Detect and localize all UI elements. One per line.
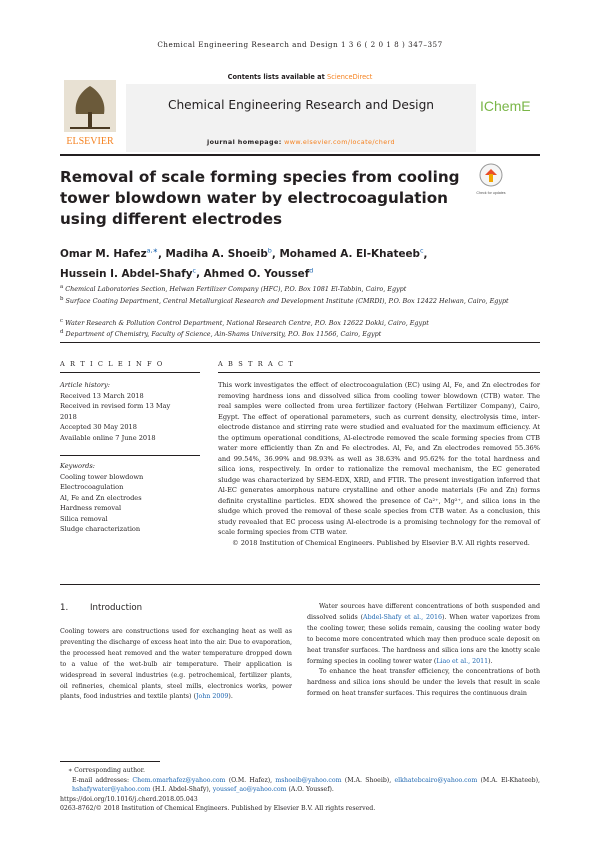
email-link[interactable]: Chem.omarhafez@yahoo.com xyxy=(132,776,226,784)
keywords xyxy=(60,461,184,535)
email-link[interactable]: hshafywater@yahoo.com xyxy=(72,786,151,794)
email-link[interactable]: elkhatebcairo@yahoo.com xyxy=(394,776,478,784)
intro-right-column: Water sources have different concentrations of both suspended and dissolved solids (Abdel-Shafy et al., 2016). When water vaporizes from the cooling tower, these solids remain, causing the cooling water body to become more concentrated which may then produce scale deposit on heat transfer surfaces. The hardness and silica ions are the knotty scale forming species in cooling tower water (Liao et al., 2011). To enhance the heat transfer efficiency, the concentrations of both hardness and silica ions should be under the levels that result in scale formed on heat transfer surfaces. This requires the continuous drain xyxy=(307,603,540,698)
icheme-logo xyxy=(478,91,544,119)
affiliation: $^d$ Department of Chemistry, Faculty of Science, Ain-Shams University, P.O. Box 11566, Cairo, Egypt xyxy=(60,329,382,339)
abstract-body xyxy=(218,380,540,548)
history-rule xyxy=(60,455,200,456)
icheme-wordmark: IChemE xyxy=(480,98,531,114)
contents-prefix: Contents lists available at xyxy=(227,73,328,81)
article-info-heading: A R T I C L E I N F O xyxy=(60,360,164,368)
affiliation: $^b$ Surface Coating Department, Central Metallurgical Research and Development Institute (CMRDI), P.O. Box 12422 Helwan, Cairo, Egypt xyxy=(60,296,509,306)
section-number: 1. xyxy=(60,603,69,613)
history-item: Accepted 30 May 2018 xyxy=(60,423,137,431)
abstract-bottom-rule xyxy=(60,584,540,585)
keywords-label: Keywords: xyxy=(60,462,95,470)
keyword: Cooling tower blowdown xyxy=(60,472,144,481)
keyword: Al, Fe and Zn electrodes xyxy=(60,493,142,502)
elsevier-logo xyxy=(60,78,120,152)
journal-title[interactable]: Chemical Engineering Research and Design xyxy=(167,98,435,112)
section-heading xyxy=(60,603,142,613)
issn-line: 0263-8762/© 2018 Institution of Chemical Engineers. Published by Elsevier B.V. All rights reserved. xyxy=(60,805,376,813)
email-link[interactable]: youssef_ao@yahoo.com xyxy=(212,786,287,794)
email-link[interactable]: mshoeib@yahoo.com xyxy=(275,776,342,784)
elsevier-wordmark: ELSEVIER xyxy=(66,136,114,147)
article-history xyxy=(60,380,184,443)
footnote-rule xyxy=(60,761,160,762)
abstract-copyright: © 2018 Institution of Chemical Engineers. Published by Elsevier B.V. All rights reserved. xyxy=(232,538,530,547)
author[interactable]: Mohamed A. El-Khateeb$^c$ xyxy=(279,247,424,261)
running-head: Chemical Engineering Research and Design 1 3 6 ( 2 0 1 8 ) 347–357 xyxy=(157,40,443,49)
citation-link[interactable]: John 2009 xyxy=(195,693,229,701)
journal-homepage xyxy=(126,138,476,146)
affiliation: $^a$ Chemical Laboratories Section, Helwan Fertilizer Company (HFC), P.O. Box 1081 El-Tabbin, Cairo, Egypt xyxy=(60,284,407,294)
homepage-url[interactable]: www.elsevier.com/locate/cherd xyxy=(284,138,395,146)
footnotes xyxy=(60,766,540,814)
corresponding-note: ∗ Corresponding author. xyxy=(68,767,146,774)
history-item: Available online 7 June 2018 xyxy=(60,433,156,442)
author[interactable]: Hussein I. Abdel-Shafy$^c$ xyxy=(60,266,197,280)
article-info-rule xyxy=(60,372,200,373)
section-title: Introduction xyxy=(90,603,143,613)
history-item: Received in revised form 13 May 2018 xyxy=(60,402,171,421)
badge-label: Check for updates xyxy=(476,191,506,195)
history-label: Article history: xyxy=(60,381,110,389)
abstract-rule xyxy=(218,372,540,373)
header-rule xyxy=(60,154,540,156)
contents-line xyxy=(168,73,432,81)
keyword: Hardness removal xyxy=(60,504,122,512)
author[interactable]: Ahmed O. Youssef$^d$ xyxy=(203,266,314,280)
keyword: Sludge characterization xyxy=(60,525,141,533)
affiliation-rule xyxy=(60,342,540,343)
check-for-updates-badge[interactable] xyxy=(476,162,506,202)
author[interactable]: Madiha A. Shoeib$^b$ xyxy=(165,247,272,261)
citation-link[interactable]: Liao et al., 2011 xyxy=(436,657,489,665)
sciencedirect-link[interactable]: ScienceDirect xyxy=(327,73,373,81)
homepage-label: journal homepage: xyxy=(207,138,282,146)
abstract-heading: A B S T R A C T xyxy=(218,360,295,368)
email-addresses: E-mail addresses: Chem.omarhafez@yahoo.com (O.M. Hafez), mshoeib@yahoo.com (M.A. Shoeib), elkhatebcairo@yahoo.com (M.A. El-Khateeb), hshafywater@yahoo.com (H.I. Abdel-Shafy), youssef_ao@yahoo.com (A.O. Youssef). xyxy=(72,776,540,794)
doi-link[interactable]: https://doi.org/10.1016/j.cherd.2018.05.043 xyxy=(60,795,198,803)
author-list: Omar M. Hafez$^{a,∗}$, Madiha A. Shoeib$^b$, Mohamed A. El-Khateeb$^c$, Hussein I. Abdel-Shafy$^c$, Ahmed O. Youssef$^d$ xyxy=(60,247,428,280)
affiliation: $^c$ Water Research & Pollution Control Department, National Research Centre, P.O. Box 12622 Dokki, Cairo, Egypt xyxy=(60,318,429,328)
abstract-text: This work investigates the effect of electrocoagulation (EC) using Al, Fe, and Zn electrodes for removing hardness ions and dissolved silica from cooling tower blowdown (CTB) water. The real samples were collected from urea fertilizer factory (Helwan Fertilizer Company), Cairo, Egypt. The effect of operational parameters, such as current density, electrolysis time, inter-electrode distance and stirring rate were studied and evaluated for the maximum efficiency. At the optimum operational conditions, Al-electrode removed the scale forming species from CTB water more efficiently than Zn and Fe electrodes. Al, Fe, and Zn electrodes removed 55.36% and 99.54%, 36.99% and 98.93% as well as 38.63% and 95.62% for the total hardness and silica ions, respectively. In order to rationalize the removal mechanism, the EC generated sludge was characterized by SEM-EDX, XRD, and FTIR. The present investigation inferred that Al-EC generates amorphous nature crystalline and other anode materials (Fe and Zn) forms definite crystalline particles. EDX showed the presence of Ca²⁺, Mg²⁺, and silica ions in the sludge which proved the removal of these scale species from CTB water. As a conclusion, this study revealed that EC process using Al-electrode is a promising technology for the removal of scale forming species from CTB water. xyxy=(218,381,540,536)
citation-link[interactable]: Abdel-Shafy et al., 2016 xyxy=(363,613,443,621)
author[interactable]: Omar M. Hafez$^{a,∗}$ xyxy=(60,247,158,261)
history-item: Received 13 March 2018 xyxy=(60,391,144,400)
article-title: Removal of scale forming species from cooling tower blowdown water by electrocoagulation using different electrodes xyxy=(60,168,460,228)
keyword: Electrocoagulation xyxy=(60,483,124,491)
intro-left-column: Cooling towers are constructions used for exchanging heat as well as preventing the discharge of excess heat into the air. Due to evaporation, the processed heat removed and the water temperature dropped down to a value of the wet-bulb air temperature. Their application is widespread in several industries (e.g. petrochemical, fertilizer plants, oil refineries, chemical plants, steel mills, electronics works, power plants, food industries and textile plants) (John 2009). xyxy=(60,628,292,701)
keyword: Silica removal xyxy=(60,514,108,523)
